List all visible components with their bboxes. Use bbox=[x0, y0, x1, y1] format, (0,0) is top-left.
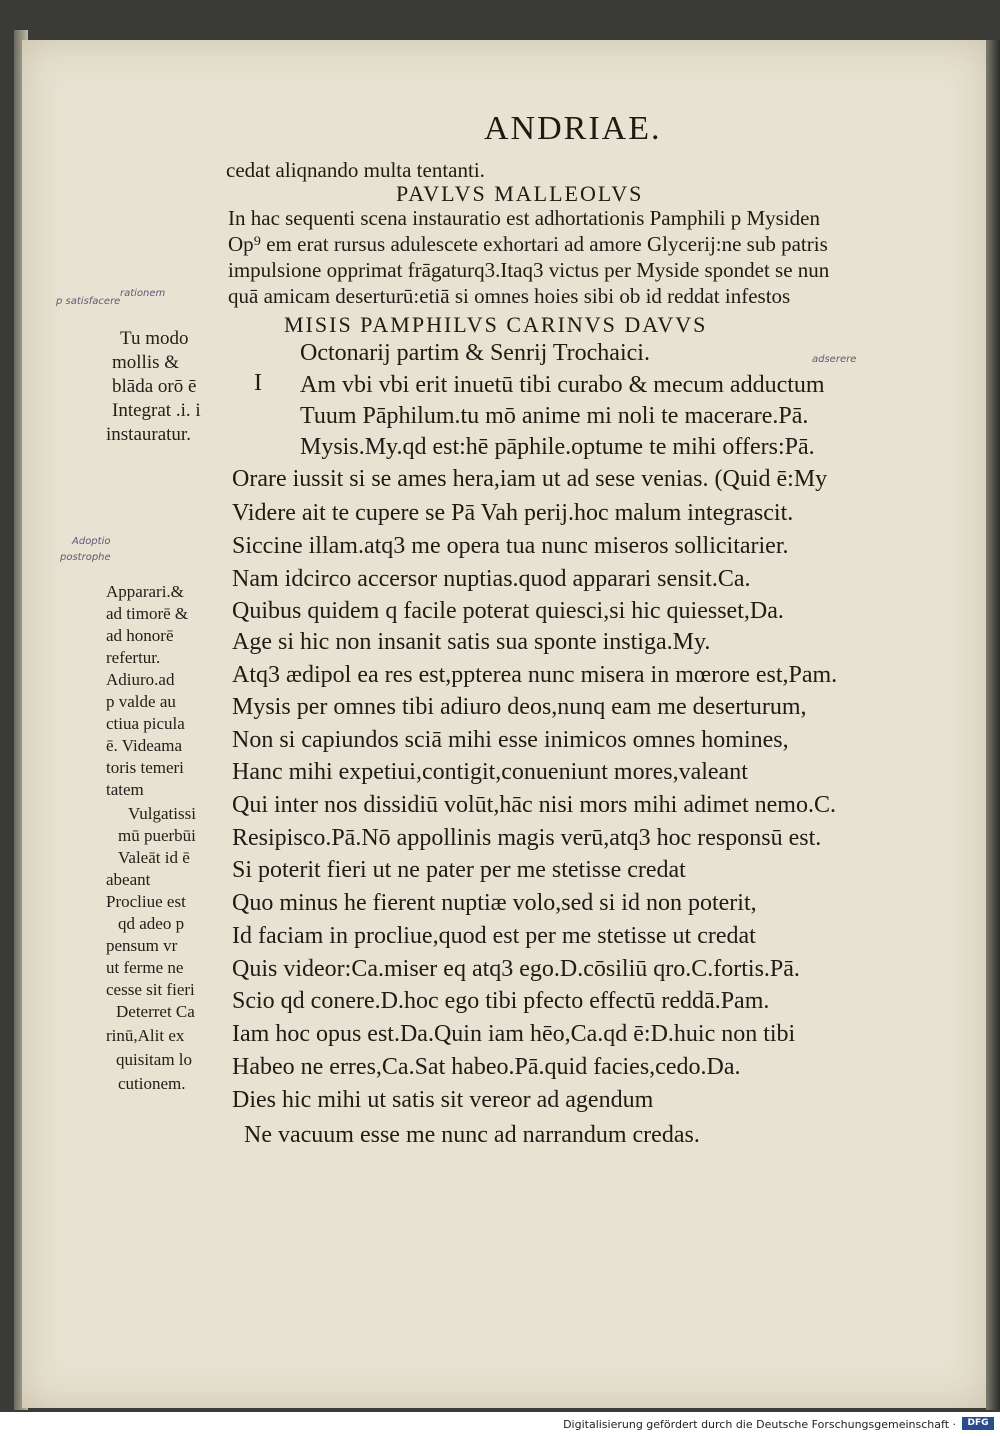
verse-line: Ne vacuum esse me nunc ad narrandum credas. bbox=[244, 1122, 700, 1148]
margin-gloss: rinū,Alit ex bbox=[106, 1026, 185, 1045]
verse-line: Orare iussit si se ames hera,iam ut ad sese venias. (Quid ē:My bbox=[232, 466, 828, 492]
verse-line: Age si hic non insanit satis sua sponte instiga.My. bbox=[232, 629, 711, 655]
margin-gloss: Vulgatissi bbox=[128, 804, 196, 823]
margin-gloss: refertur. bbox=[106, 648, 161, 667]
margin-gloss: ctiua picula bbox=[106, 714, 185, 733]
margin-gloss: pensum vr bbox=[106, 936, 178, 955]
running-head: ANDRIAE. bbox=[484, 110, 662, 147]
verse-line: Nam idcirco accersor nuptias.quod apparari sensit.Ca. bbox=[232, 566, 751, 592]
text-line: impulsione opprimat frāgaturq3.Itaq3 victus per Myside spondet se nun bbox=[228, 258, 830, 282]
dramatis-personae: MISIS PAMPHILVS CARINVS DAVVS bbox=[284, 312, 708, 337]
verse-line: Tuum Pāphilum.tu mō anime mi noli te macerare.Pā. bbox=[300, 403, 809, 429]
margin-gloss: abeant bbox=[106, 870, 151, 889]
verse-line: Qui inter nos dissidiū volūt,hāc nisi mors mihi adimet nemo.C. bbox=[232, 792, 836, 818]
speaker-heading: PAVLVS MALLEOLVS bbox=[396, 181, 644, 206]
verse-line: Hanc mihi expetiui,contigit,conueniunt mores,valeant bbox=[232, 759, 748, 785]
verse-line: Scio qd conere.D.hoc ego tibi pfecto effectū reddā.Pam. bbox=[232, 988, 770, 1014]
verse-line: Resipisco.Pā.Nō appollinis magis verū,atq3 hoc responsū est. bbox=[232, 825, 822, 851]
text-line: In hac sequenti scena instauratio est adhortationis Pamphili p Mysiden bbox=[228, 206, 820, 230]
margin-gloss: quisitam lo bbox=[116, 1050, 193, 1069]
handwritten-note: Adoptio bbox=[72, 536, 111, 547]
verse-line: Quis videor:Ca.miser eq atq3 ego.D.cōsiliū qro.C.fortis.Pā. bbox=[232, 956, 800, 982]
verse-line: Videre ait te cupere se Pā Vah perij.hoc malum integrascit. bbox=[232, 500, 794, 526]
verse-line: Habeo ne erres,Ca.Sat habeo.Pā.quid facies,cedo.Da. bbox=[232, 1054, 741, 1080]
verse-line: Si poterit fieri ut ne pater per me stetisse credat bbox=[232, 857, 686, 883]
verse-line: Quo minus he fierent nuptiæ volo,sed si id non poterit, bbox=[232, 890, 757, 916]
margin-gloss: ad timorē & bbox=[106, 604, 189, 623]
verse-line: Mysis.My.qd est:hē pāphile.optume te mihi offers:Pā. bbox=[300, 434, 815, 460]
verse-line: Atq3 ædipol ea res est,ppterea nunc misera in mœrore est,Pam. bbox=[232, 662, 838, 688]
margin-gloss: mū puerbūi bbox=[118, 826, 196, 845]
margin-gloss: ē. Videama bbox=[106, 736, 183, 755]
verse-line: Dies hic mihi ut satis sit vereor ad agendum bbox=[232, 1087, 654, 1113]
handwritten-note: postrophe bbox=[60, 552, 111, 563]
verse-line: Mysis per omnes tibi adiuro deos,nunq eam me deserturum, bbox=[232, 694, 807, 720]
funding-credit: Digitalisierung gefördert durch die Deutsche Forschungsgemeinschaft · bbox=[563, 1418, 956, 1431]
verse-line: Quibus quidem q facile poterat quiesci,si hic quiesset,Da. bbox=[232, 598, 784, 624]
margin-gloss: cesse sit fieri bbox=[106, 980, 195, 999]
margin-gloss: tatem bbox=[106, 780, 144, 799]
handwritten-note: rationem bbox=[120, 288, 166, 299]
handwritten-note: adserere bbox=[812, 354, 857, 365]
margin-gloss: ad honorē bbox=[106, 626, 174, 645]
digitization-footer bbox=[0, 1412, 1000, 1436]
margin-gloss: Valeāt id ē bbox=[118, 848, 190, 867]
verse-number: I bbox=[254, 370, 262, 396]
margin-gloss: Deterret Ca bbox=[116, 1002, 195, 1021]
margin-gloss: toris temeri bbox=[106, 758, 184, 777]
verse-line: Id faciam in procliue,quod est per me stetisse ut credat bbox=[232, 923, 756, 949]
margin-gloss: cutionem. bbox=[118, 1074, 186, 1093]
verse-line: Non si capiundos sciā mihi esse inimicos omnes homines, bbox=[232, 727, 789, 753]
margin-gloss: qd adeo p bbox=[118, 914, 185, 933]
margin-gloss: mollis & bbox=[112, 352, 180, 373]
text-line: Op⁹ em erat rursus adulescete exhortari ad amore Glycerij:ne sub patris bbox=[228, 232, 828, 256]
handwritten-note: p satisfacere bbox=[56, 296, 121, 307]
page-edge-right bbox=[986, 40, 1000, 1410]
margin-gloss: Integrat .i. i bbox=[112, 400, 201, 421]
text-line: quā amicam deserturū:etiā si omnes hoies sibi ob id reddat infestos bbox=[228, 284, 791, 308]
margin-gloss: p valde au bbox=[106, 692, 176, 711]
verse-line: Iam hoc opus est.Da.Quin iam hēo,Ca.qd ē:D.huic non tibi bbox=[232, 1021, 796, 1047]
margin-gloss: instauratur. bbox=[106, 424, 191, 445]
text-line: cedat aliqnando multa tentanti. bbox=[226, 158, 485, 182]
margin-gloss: Procliue est bbox=[106, 892, 186, 911]
margin-gloss: Adiuro.ad bbox=[106, 670, 175, 689]
dfg-logo: DFG bbox=[962, 1417, 994, 1430]
verse-line: Am vbi vbi erit inuetū tibi curabo & mecum adductum bbox=[300, 372, 825, 398]
text-line: Octonarij partim & Senrij Trochaici. bbox=[300, 340, 650, 366]
margin-gloss: blāda orō ē bbox=[112, 376, 197, 397]
margin-gloss: Apparari.& bbox=[106, 582, 184, 601]
margin-gloss: Tu modo bbox=[120, 328, 189, 349]
margin-gloss: ut ferme ne bbox=[106, 958, 184, 977]
verse-line: Siccine illam.atq3 me opera tua nunc miseros sollicitarier. bbox=[232, 533, 789, 559]
